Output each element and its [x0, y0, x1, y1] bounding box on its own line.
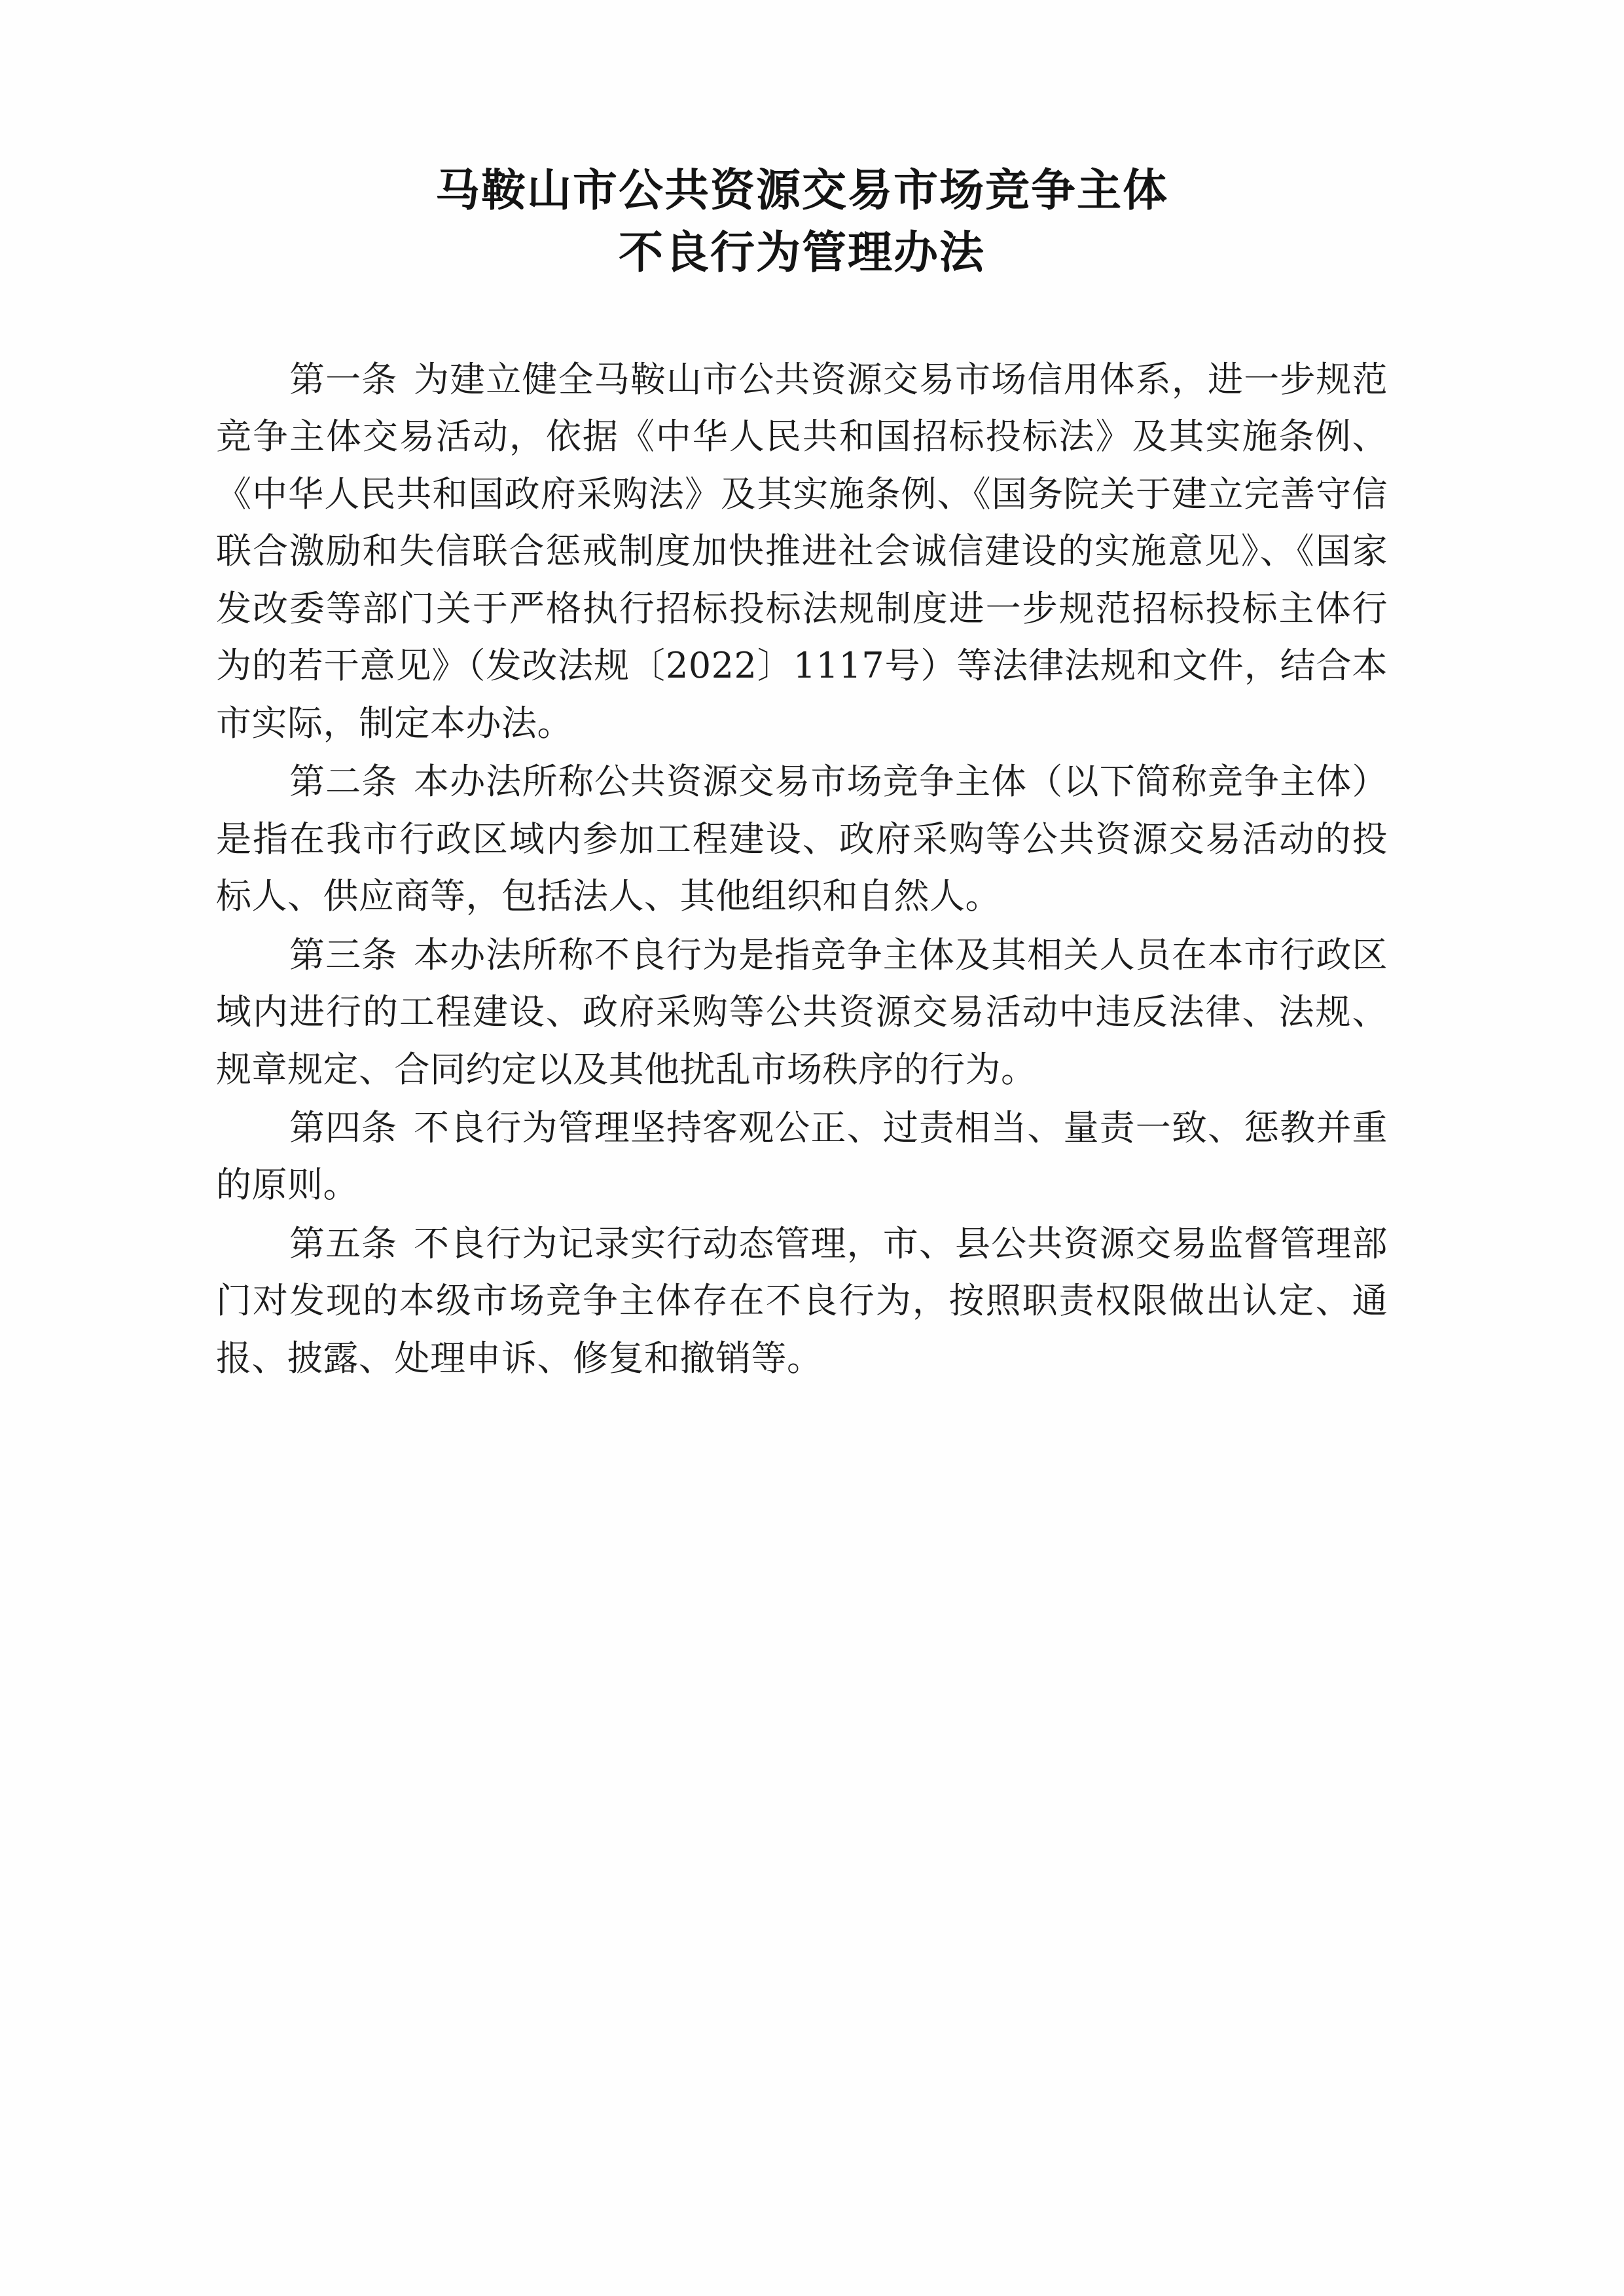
page-title-line-2: 不良行为管理办法 — [618, 226, 985, 279]
article-text-2: 本办法所称公共资源交易市场竞争主体（以下简称竞争主体）是指在我市行政区域内参加工程建设、政府采购等公共资源交易活动的投标人、供应商等，包括法人、其他组织和自然人。 — [216, 761, 1388, 917]
article-paragraph-2 — [216, 753, 1388, 924]
article-label-3: 第三条 — [289, 934, 398, 975]
page-title-line-1: 马鞍山市公共资源交易市场竞争主体 — [435, 164, 1168, 217]
article-label-5: 第五条 — [289, 1222, 398, 1264]
article-paragraph-4 — [216, 1099, 1388, 1214]
article-text-4: 不良行为管理坚持客观公正、过责相当、量责一致、惩教并重的原则。 — [216, 1107, 1388, 1206]
article-paragraph-5 — [216, 1215, 1388, 1387]
article-label-2: 第二条 — [289, 761, 398, 803]
document-body — [216, 164, 1388, 1387]
article-text-5: 不良行为记录实行动态管理，市、县公共资源交易监督管理部门对发现的本级市场竞争主体存在不良行为，按照职责权限做出认定、通报、披露、处理申诉、修复和撤销等。 — [216, 1222, 1388, 1379]
article-paragraph-3 — [216, 926, 1388, 1098]
article-label-1: 第一条 — [289, 358, 398, 400]
article-text-1: 为建立健全马鞍山市公共资源交易市场信用体系，进一步规范竞争主体交易活动，依据《中华人民共和国招标投标法》及其实施条例、《中华人民共和国政府采购法》及其实施条例、《国务院关于建立完善守信联合激励和失信联合惩戒制度加快推进社会诚信建设的实施意见》、《国家发改委等部门关于严格执行招标投标法规制度进一步规范招标投标主体行为的若干意见》（发改法规〔2022〕1117号）等法律法规和文件，结合本市实际，制定本办法。 — [216, 358, 1388, 744]
page-title — [216, 164, 1388, 280]
article-label-4: 第四条 — [289, 1107, 398, 1148]
article-paragraph-1 — [216, 351, 1388, 752]
article-text-3: 本办法所称不良行为是指竞争主体及其相关人员在本市行政区域内进行的工程建设、政府采购等公共资源交易活动中违反法律、法规、规章规定、合同约定以及其他扰乱市场秩序的行为。 — [216, 934, 1388, 1090]
